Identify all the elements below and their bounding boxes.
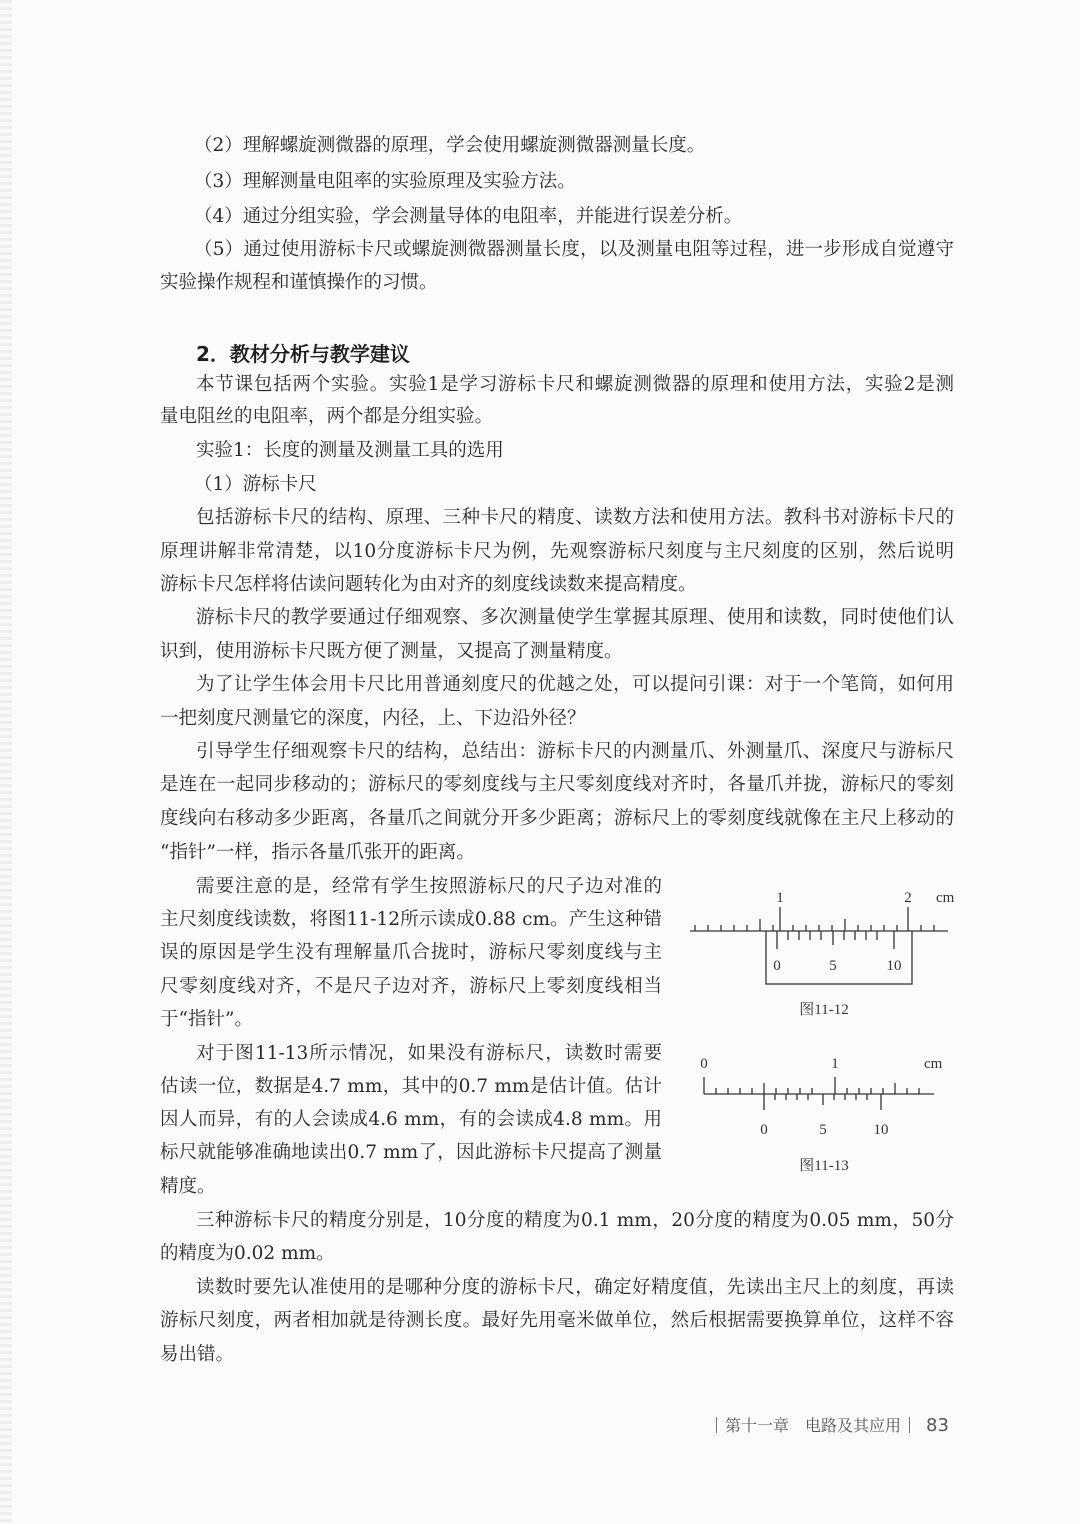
vernier-label-10: 10 (873, 1122, 889, 1138)
unit-label: cm (924, 1056, 943, 1072)
main-scale-label-2: 2 (904, 890, 912, 906)
objective-4: （4）通过分组实验，学会测量导体的电阻率，并能进行误差分析。 (194, 206, 743, 227)
page-number: 83 (926, 1415, 949, 1436)
body-line: “指针”一样，指示各量爪张开的距离。 (160, 842, 475, 863)
subsection-title: （1）游标卡尺 (194, 474, 317, 495)
vernier-caliper-diagram-11-12 (686, 884, 962, 1024)
objective-3: （3）理解测量电阻率的实验原理及实验方法。 (194, 171, 576, 192)
body-line: 原理讲解非常清楚，以10分度游标卡尺为例，先观察游标尺刻度与主尺刻度的区别，然后说明 (160, 541, 954, 562)
footer-divider (909, 1417, 910, 1433)
body-line: 引导学生仔细观察卡尺的结构，总结出：游标卡尺的内测量爪、外测量爪、深度尺与游标尺 (196, 741, 954, 762)
page-edge-shadow (0, 0, 12, 1524)
experiment-title: 实验1：长度的测量及测量工具的选用 (196, 440, 504, 461)
body-line: 包括游标卡尺的结构、原理、三种卡尺的精度、读数方法和使用方法。教科书对游标卡尺的 (196, 507, 954, 528)
objective-5-line-2: 实验操作规程和谨慎操作的习惯。 (160, 272, 438, 293)
objective-2: （2）理解螺旋测微器的原理，学会使用螺旋测微器测量长度。 (194, 135, 706, 156)
main-scale-label-1: 1 (776, 890, 784, 906)
body-line: 尺零刻度线对齐，不是尺子边对齐，游标尺上零刻度线相当 (160, 976, 662, 997)
body-line: 精度。 (160, 1176, 216, 1197)
vernier-caliper-diagram-11-13 (694, 1050, 956, 1176)
figure-11-13 (694, 1050, 956, 1176)
intro-line-2: 量电阻丝的电阻率，两个都是分组实验。 (160, 406, 494, 427)
objective-5-line-1: （5）通过使用游标卡尺或螺旋测微器测量长度，以及测量电阻等过程，进一步形成自觉遵守 (194, 239, 954, 260)
intro-line-1: 本节课包括两个实验。实验1是学习游标卡尺和螺旋测微器的原理和使用方法，实验2是测 (196, 374, 954, 395)
body-line: 估读一位，数据是4.7 mm，其中的0.7 mm是估计值。估计 (160, 1076, 662, 1097)
vernier-label-5: 5 (829, 958, 837, 974)
main-scale-label-1: 1 (831, 1056, 839, 1072)
body-line: 标尺就能够准确地读出0.7 mm了，因此游标卡尺提高了测量 (160, 1142, 662, 1163)
body-line: 误的原因是学生没有理解量爪合拢时，游标尺零刻度线与主 (160, 942, 662, 963)
body-line: 对于图11-13所示情况，如果没有游标尺，读数时需要 (196, 1043, 662, 1064)
body-line: 于“指针”。 (160, 1009, 253, 1030)
body-line: 是连在一起同步移动的；游标尺的零刻度线与主尺零刻度线对齐时，各量爪并拢，游标尺的零刻 (160, 774, 954, 795)
body-line: 的精度为0.02 mm。 (160, 1243, 335, 1264)
vernier-label-10: 10 (886, 958, 902, 974)
unit-label: cm (936, 890, 955, 906)
section-heading: 2．教材分析与教学建议 (196, 342, 410, 366)
body-line: 游标卡尺的教学要通过仔细观察、多次测量使学生掌握其原理、使用和读数，同时使他们认 (196, 607, 954, 628)
vernier-label-5: 5 (819, 1122, 827, 1138)
figure-11-12 (686, 884, 962, 1024)
body-line: 识到，使用游标卡尺既方便了测量，又提高了测量精度。 (160, 641, 623, 662)
body-line: 一把刻度尺测量它的深度，内径，上、下边沿外径？ (160, 708, 586, 729)
body-line: 度线向右移动多少距离，各量爪之间就分开多少距离；游标尺上的零刻度线就像在主尺上移动的 (160, 808, 954, 829)
body-line: 三种游标卡尺的精度分别是，10分度的精度为0.1 mm，20分度的精度为0.05 mm，50分 (196, 1210, 954, 1231)
figure-caption: 图11-12 (799, 1002, 849, 1018)
body-line: 读数时要先认准使用的是哪种分度的游标卡尺，确定好精度值，先读出主尺上的刻度，再读 (196, 1277, 954, 1298)
vernier-label-0: 0 (760, 1122, 768, 1138)
body-line: 为了让学生体会用卡尺比用普通刻度尺的优越之处，可以提问引课：对于一个笔筒，如何用 (196, 674, 954, 695)
body-line: 主尺刻度线读数，将图11-12所示读成0.88 cm。产生这种错 (160, 909, 662, 930)
footer-divider (716, 1417, 717, 1433)
body-line: 游标尺刻度，两者相加就是待测长度。最好先用毫米做单位，然后根据需要换算单位，这样不容 (160, 1310, 954, 1331)
running-title: 第十一章 电路及其应用 (725, 1416, 902, 1435)
body-line: 易出错。 (160, 1344, 235, 1365)
main-scale-label-0: 0 (700, 1056, 708, 1072)
figure-caption: 图11-13 (799, 1158, 849, 1174)
vernier-label-0: 0 (773, 958, 781, 974)
body-line: 游标卡尺怎样将估读问题转化为由对齐的刻度线读数来提高精度。 (160, 574, 697, 595)
body-line: 因人而异，有的人会读成4.6 mm，有的会读成4.8 mm。用 (160, 1109, 662, 1130)
page-footer (708, 1416, 949, 1436)
body-line: 需要注意的是，经常有学生按照游标尺的尺子边对准的 (196, 876, 662, 897)
